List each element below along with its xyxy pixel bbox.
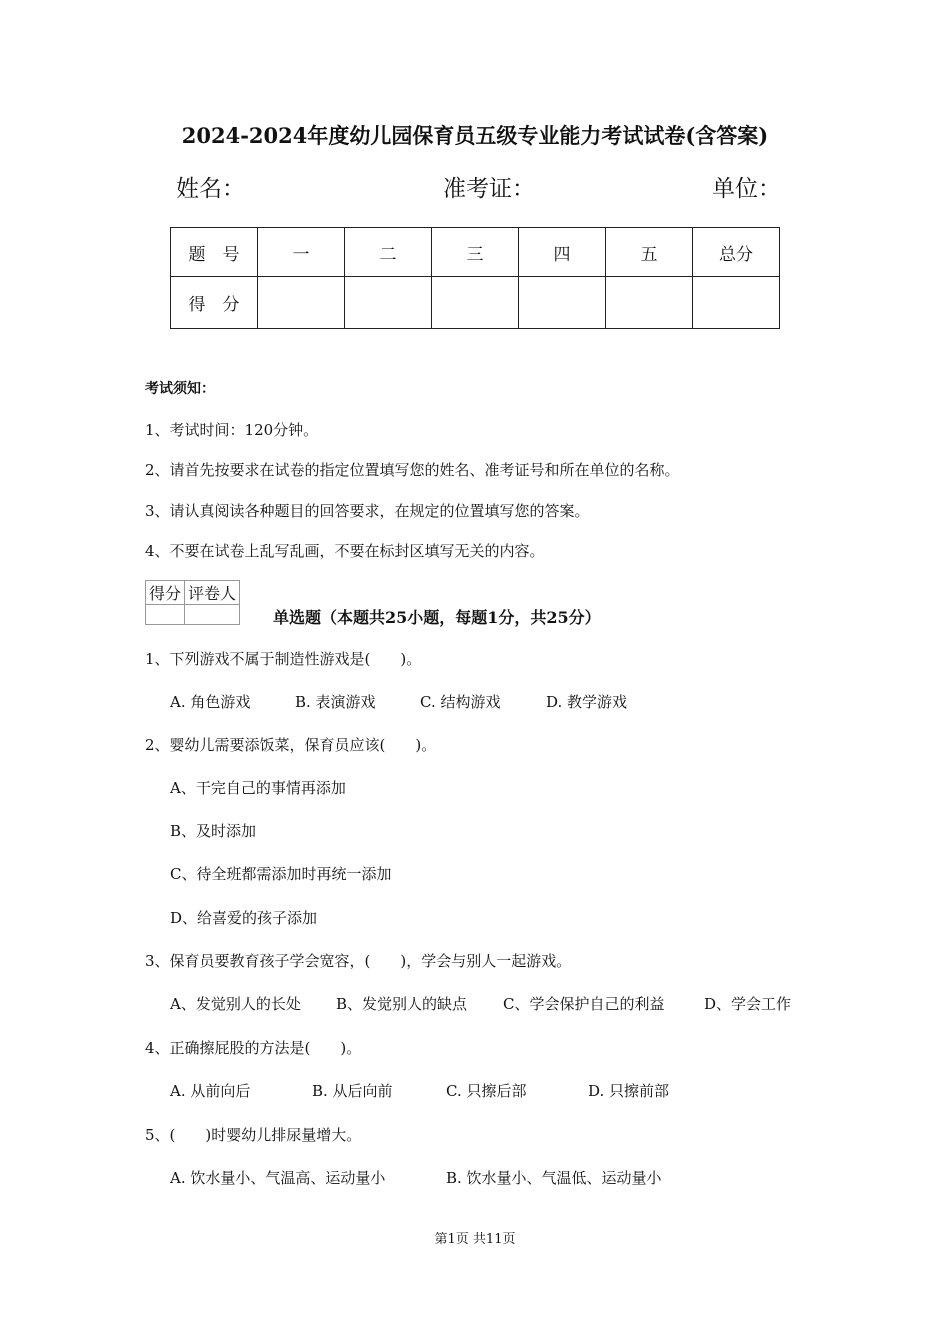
score-cell — [432, 277, 519, 329]
question-option: C. 只擦后部 — [446, 1082, 527, 1100]
score-cell — [519, 277, 606, 329]
notice-item: 2、请首先按要求在试卷的指定位置填写您的姓名、准考证号和所在单位的名称。 — [145, 461, 680, 479]
question-option: A. 饮水量小、气温高、运动量小 — [170, 1169, 386, 1187]
ticket-field-label: 准考证： — [443, 176, 535, 202]
question-option: A. 从前向后 — [170, 1082, 251, 1100]
question-option: D. 教学游戏 — [546, 693, 628, 711]
page-title: 2024-2024年度幼儿园保育员五级专业能力考试试卷(含答案) — [181, 123, 769, 148]
question-stem: 1、下列游戏不属于制造性游戏是( )。 — [145, 650, 422, 668]
question-option: B、发觉别人的缺点 — [336, 995, 468, 1013]
score-cell — [258, 277, 345, 329]
question-stem: 2、婴幼儿需要添饭菜，保育员应该( )。 — [145, 736, 437, 754]
notice-item: 3、请认真阅读各种题目的回答要求，在规定的位置填写您的答案。 — [145, 502, 590, 520]
score-cell — [606, 277, 693, 329]
question-option: B、及时添加 — [170, 822, 257, 840]
score-header-cell: 总分 — [693, 228, 780, 277]
section-title: 单选题（本题共25小题，每题1分，共25分） — [273, 608, 601, 627]
score-table-score-row — [171, 277, 780, 329]
score-table-header-row — [171, 228, 780, 277]
question-option: C、学会保护自己的利益 — [503, 995, 665, 1013]
grader-box — [145, 580, 240, 625]
question-option: B. 饮水量小、气温低、运动量小 — [446, 1169, 662, 1187]
question-option: D、给喜爱的孩子添加 — [170, 909, 318, 927]
question-stem: 4、正确擦屁股的方法是( )。 — [145, 1039, 362, 1057]
question-option: A. 角色游戏 — [170, 693, 251, 711]
score-header-cell: 一 — [258, 228, 345, 277]
score-table — [170, 227, 780, 329]
grader-score-cell — [146, 605, 185, 625]
question-stem: 5、( )时婴幼儿排尿量增大。 — [145, 1126, 362, 1144]
grader-name-cell — [185, 605, 240, 625]
notice-item: 4、不要在试卷上乱写乱画，不要在标封区填写无关的内容。 — [145, 542, 545, 560]
score-header-cell: 题 号 — [171, 228, 258, 277]
grader-name-label: 评卷人 — [185, 581, 240, 605]
notice-heading: 考试须知： — [145, 381, 215, 397]
question-option: D、学会工作 — [704, 995, 792, 1013]
question-option: B. 表演游戏 — [295, 693, 376, 711]
question-option: A、干完自己的事情再添加 — [170, 779, 346, 797]
score-header-cell: 五 — [606, 228, 693, 277]
name-field-label: 姓名： — [176, 176, 245, 202]
unit-field-label: 单位： — [712, 176, 781, 202]
question-option: C、待全班都需添加时再统一添加 — [170, 865, 392, 883]
score-cell — [693, 277, 780, 329]
question-option: C. 结构游戏 — [420, 693, 501, 711]
score-cell — [345, 277, 432, 329]
grader-score-label: 得分 — [146, 581, 185, 605]
score-header-cell: 四 — [519, 228, 606, 277]
question-option: D. 只擦前部 — [588, 1082, 670, 1100]
question-stem: 3、保育员要教育孩子学会宽容，( )，学会与别人一起游戏。 — [145, 952, 572, 970]
score-header-cell: 三 — [432, 228, 519, 277]
question-option: A、发觉别人的长处 — [170, 995, 301, 1013]
question-option: B. 从后向前 — [312, 1082, 393, 1100]
notice-item: 1、考试时间：120分钟。 — [145, 421, 319, 439]
score-row-label: 得 分 — [171, 277, 258, 329]
page-footer: 第1页 共11页 — [434, 1232, 516, 1247]
score-header-cell: 二 — [345, 228, 432, 277]
